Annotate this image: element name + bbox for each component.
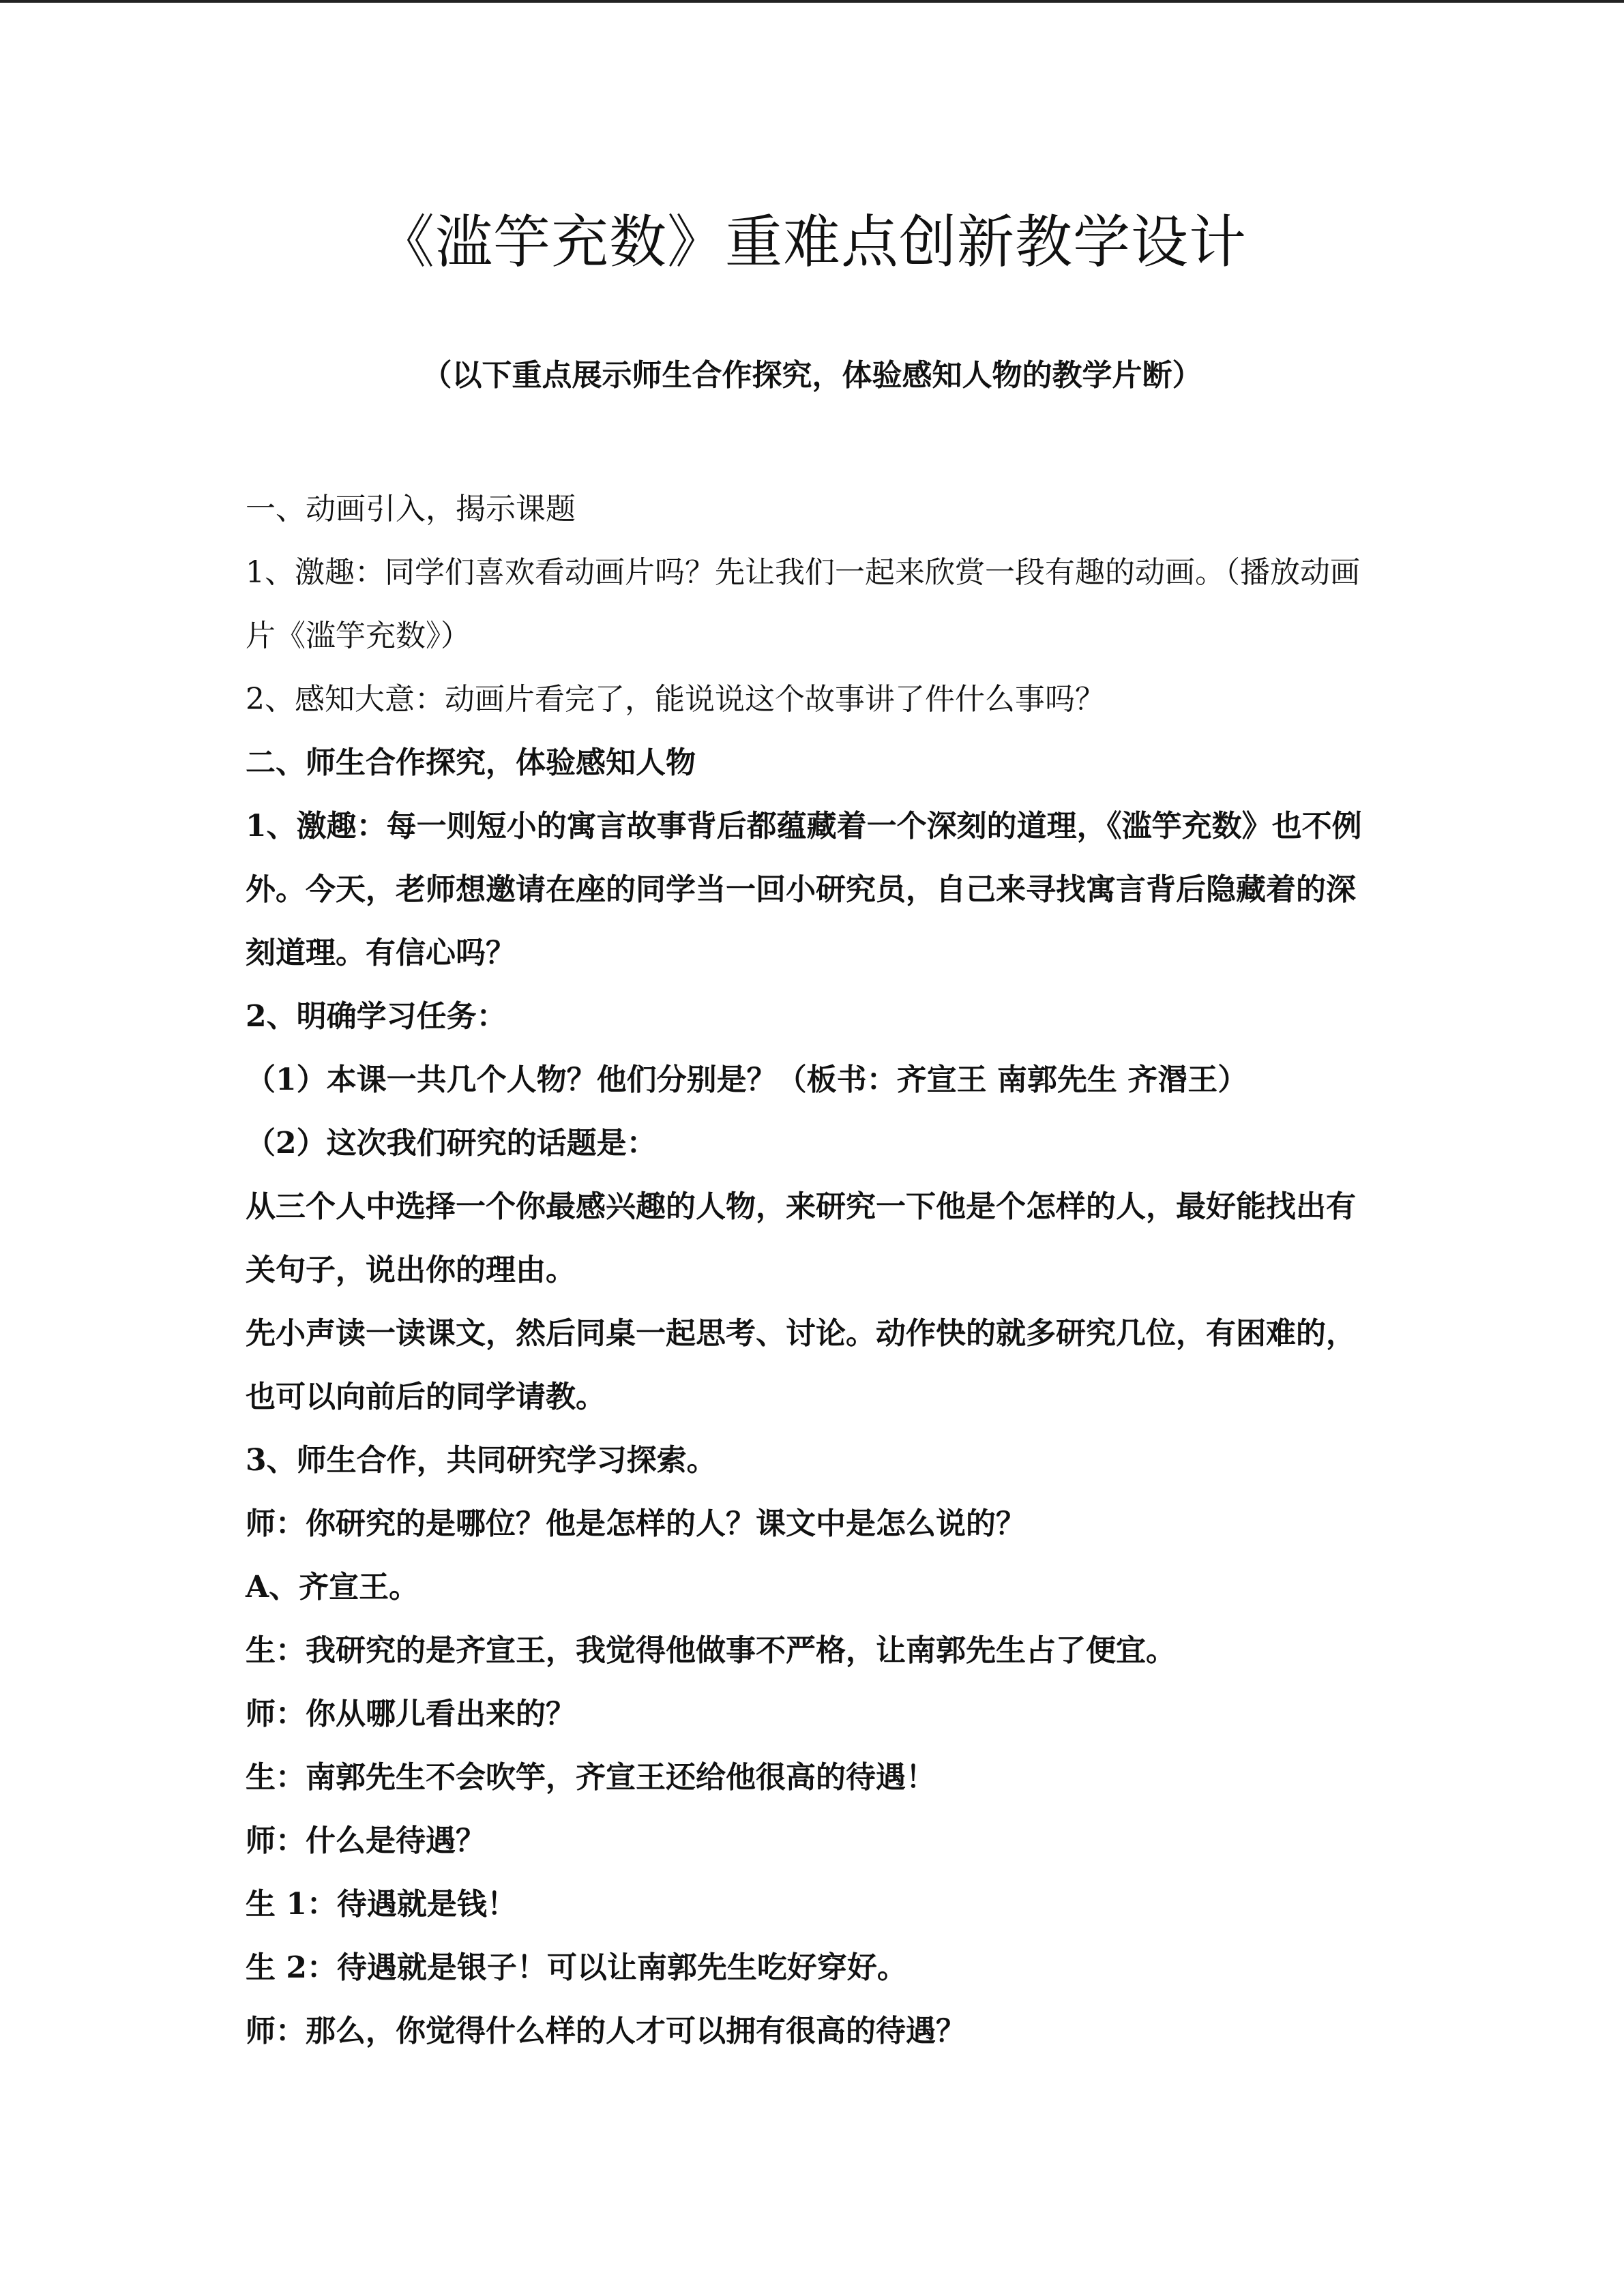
paragraph: 先小声读一读课文，然后同桌一起思考、讨论。动作快的就多研究几位，有困难的，也可以向前后的同学请教。 [246,1316,1356,1414]
paragraph: （1）本课一共几个人物？他们分别是？（板书：齐宣王 南郭先生 齐湣王） [246,1062,1248,1097]
dialogue-line: 生 2：待遇就是银子！可以让南郭先生吃好穿好。 [246,1950,907,1985]
dialogue-line: 师：你研究的是哪位？他是怎样的人？课文中是怎么说的？ [246,1506,1026,1541]
dialogue-line: 生：南郭先生不会吹竽，齐宣王还给他很高的待遇！ [246,1760,936,1795]
page-subtitle: （以下重点展示师生合作探究，体验感知人物的教学片断） [422,358,1202,393]
paragraph: 3、师生合作，共同研究学习探索。 [246,1443,717,1478]
section-heading-2: 二、师生合作探究，体验感知人物 [246,745,696,780]
paragraph: （2）这次我们研究的话题是： [246,1126,657,1161]
paragraph: 1、激趣：同学们喜欢看动画片吗？先让我们一起来欣赏一段有趣的动画。（播放动画片《滥竽充数》） [246,555,1360,653]
page-title: 《滥竽充数》重难点创新教学设计 [377,209,1247,275]
dialogue-line: 师：你从哪儿看出来的？ [246,1697,576,1731]
paragraph: 1、激趣：每一则短小的寓言故事背后都蕴藏着一个深刻的道理，《滥竽充数》也不例外。今天，老师想邀请在座的同学当一回小研究员，自己来寻找寓言背后隐藏着的深刻道理。有信心吗？ [246,809,1362,970]
section-heading-1: 一、动画引入，揭示课题 [246,492,576,526]
dialogue-line: A、齐宣王。 [246,1570,419,1605]
dialogue-line: 生：我研究的是齐宣王，我觉得他做事不严格，让南郭先生占了便宜。 [246,1633,1176,1668]
dialogue-line: 师：那么，你觉得什么样的人才可以拥有很高的待遇？ [246,2014,966,2048]
document-body [246,477,1378,2063]
paragraph: 2、感知大意：动画片看完了，能说说这个故事讲了件什么事吗？ [246,682,1105,717]
dialogue-line: 生 1：待遇就是钱！ [246,1887,517,1922]
paragraph: 从三个人中选择一个你最感兴趣的人物，来研究一下他是个怎样的人，最好能找出有关句子，说出你的理由。 [246,1189,1356,1287]
paragraph: 2、明确学习任务： [246,999,507,1034]
dialogue-line: 师：什么是待遇？ [246,1823,486,1858]
page-top-border [0,0,1624,3]
